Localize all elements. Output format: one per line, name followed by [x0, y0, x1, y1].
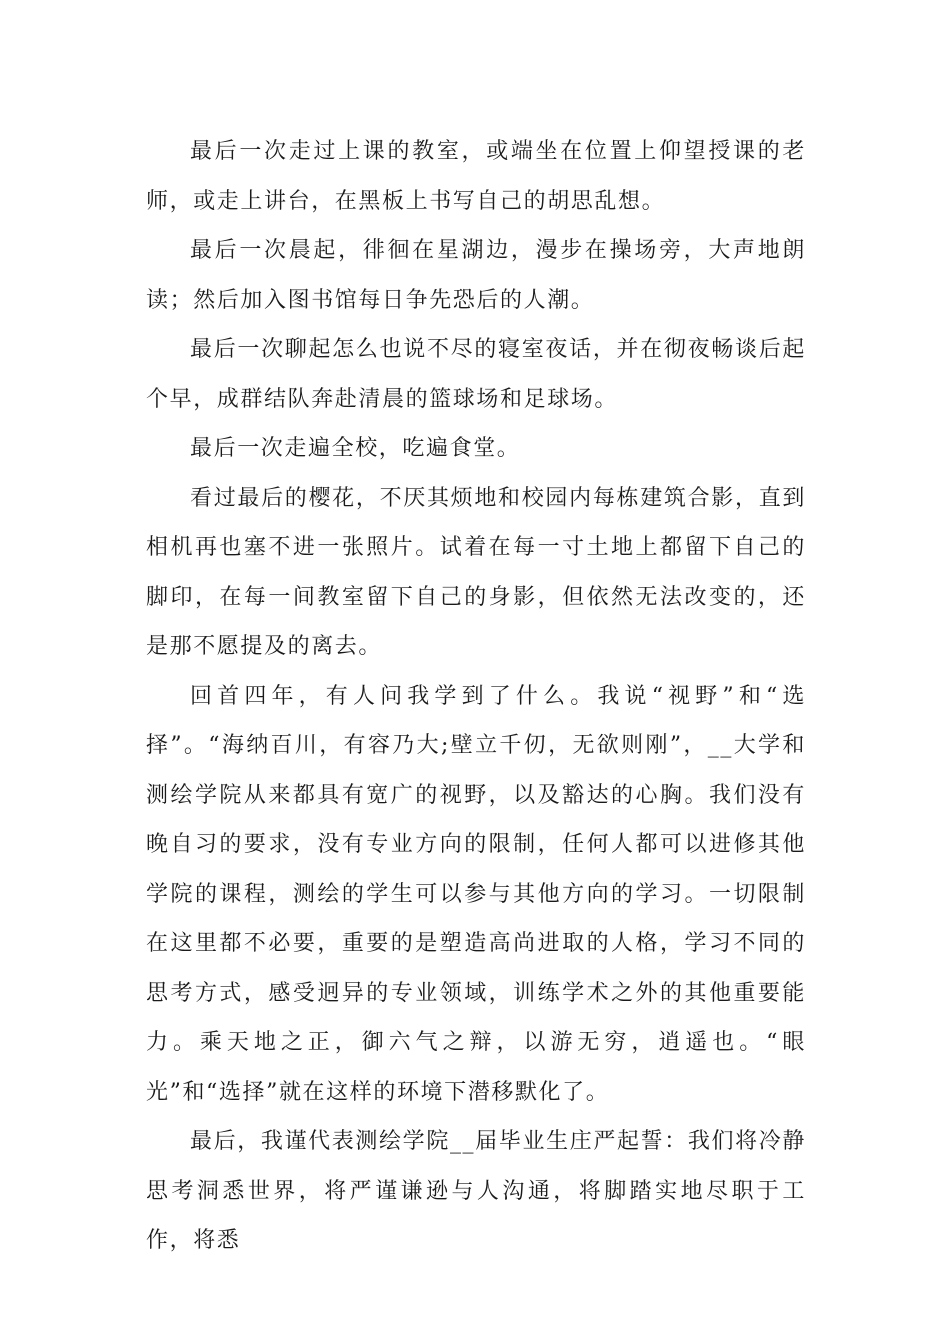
paragraph-6: 回首四年，有人问我学到了什么。我说“视野”和“选择”。“海纳百川，有容乃大;壁立千仞，无欲则刚”，__大学和测绘学院从来都具有宽广的视野，以及豁达的心胸。我们没有晚自习的要求，没有专业方向的限制，任何人都可以进修其他学院的课程，测绘的学生可以参与其他方向的学习。一切限制在这里都不必要，重要的是塑造高尚进取的人格，学习不同的思考方式，感受迥异的专业领域，训练学术之外的其他重要能力。乘天地之正，御六气之辩，以游无穷，逍遥也。“眼光”和“选择”就在这样的环境下潜移默化了。: [146, 683, 806, 1105]
paragraph-4: 最后一次走遍全校，吃遍食堂。: [190, 436, 521, 461]
paragraph-1: 最后一次走过上课的教室，或端坐在位置上仰望授课的老师，或走上讲台，在黑板上书写自己的胡思乱想。: [146, 139, 806, 214]
paragraph-5: 看过最后的樱花，不厌其烦地和校园内每栋建筑合影，直到相机再也塞不进一张照片。试着在每一寸土地上都留下自己的脚印，在每一间教室留下自己的身影，但依然无法改变的，还是那不愿提及的离去。: [146, 485, 806, 659]
paragraph-2: 最后一次晨起，徘徊在星湖边，漫步在操场旁，大声地朗读；然后加入图书馆每日争先恐后的人潮。: [146, 238, 806, 313]
paragraph-3: 最后一次聊起怎么也说不尽的寝室夜话，并在彻夜畅谈后起个早，成群结队奔赴清晨的篮球场和足球场。: [146, 337, 806, 412]
document-body: [146, 127, 806, 1266]
paragraph-7: 最后，我谨代表测绘学院__届毕业生庄严起誓：我们将冷静思考洞悉世界，将严谨谦逊与人沟通，将脚踏实地尽职于工作，将悉: [146, 1129, 806, 1253]
